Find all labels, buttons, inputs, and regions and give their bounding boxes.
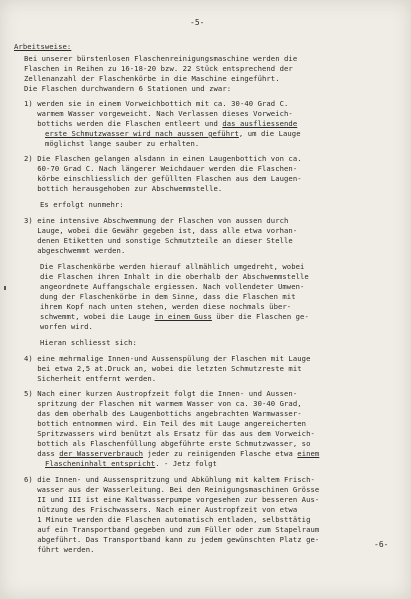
footer-page-number: -6- xyxy=(374,540,389,549)
text-line: dung der Flaschenkörbe in dem Sinne, dass die Flaschen mit xyxy=(40,292,296,301)
text-line: Bei unserer bürstenlosen Flaschenreinigungsmaschine werden die xyxy=(24,54,298,63)
text-line: wasser aus der Wasserleitung. Bei den Reinigungsmaschinen Grösse xyxy=(24,485,320,494)
text-segment: schwemmt, wobei die Lauge xyxy=(40,312,155,321)
text-line: Spritzwassers wird benützt als Ersatz für das aus dem Vorweich- xyxy=(24,429,315,438)
text-line: auf ein Transportband gegeben und zum Füller oder zum Stapelraum xyxy=(24,525,320,534)
text-line: abgeschwemmt werden. xyxy=(24,246,126,255)
text-segment: über die Flaschen ge- xyxy=(211,312,309,321)
underlined-text: der Wasserverbrauch xyxy=(59,449,144,458)
text-line: Flaschen in Reihen zu 16-18-20 bzw. 22 Stück entsprechend der xyxy=(24,64,293,73)
text-line: Sicherheit entfernt werden. xyxy=(24,374,157,383)
text-line: angeordnete Auffangschale ergiessen. Nach vollendeter Umwen- xyxy=(40,282,305,291)
text-line: möglichst lange sauber zu erhalten. xyxy=(45,139,200,148)
text-line: 60-70 Grad C. Nach längerer Weichdauer werden die Flaschen- xyxy=(24,164,298,173)
text-line: warmem Wasser vorgeweicht. Nach Verlassen dieses Vorweich- xyxy=(24,109,293,118)
text-line xyxy=(45,129,301,139)
text-line: bei etwa 2,5 at.Druck an, wobei die letzten Schmutzreste mit xyxy=(24,364,302,373)
text-line: 1) werden sie in einem Vorweichbottich mit ca. 30-40 Grad C. xyxy=(24,99,289,108)
text-line: die Flaschen ihren Inhalt in die oberhalb der Abschwemmstelle xyxy=(40,272,309,281)
text-segment: jeder zu reinigenden Flasche etwa xyxy=(143,449,298,458)
text-line: abgeführt. Das Transportband kann zu jedem gewünschten Platz ge- xyxy=(24,535,320,544)
text-line xyxy=(40,312,309,322)
text-line: II und III ist eine Kaltwasserpumpe vorgesehen zur besseren Aus- xyxy=(24,495,320,504)
text-line: 2) Die Flaschen gelangen alsdann in einen Laugenbottich von ca. xyxy=(24,154,302,163)
underlined-text: das ausfliessende xyxy=(222,119,298,128)
text-line: worfen wird. xyxy=(40,322,93,331)
text-line: Zellenanzahl der Flaschenkörbe in die Maschine eingeführt. xyxy=(24,74,280,83)
section-heading: Arbeitsweise: xyxy=(14,42,72,51)
text-line: Es erfolgt nunmehr: xyxy=(40,200,124,209)
text-line: Die Flaschen durchwandern 6 Stationen und zwar: xyxy=(24,84,232,93)
text-line xyxy=(45,459,217,469)
margin-mark xyxy=(4,286,6,290)
text-segment: dass xyxy=(24,449,60,458)
text-line: führt werden. xyxy=(24,545,95,554)
underlined-text: erste Schmutzwasser wird nach aussen geführt xyxy=(45,129,239,138)
text-line: nützung des Frischwassers. Nach einer Austropfzeit von etwa xyxy=(24,505,298,514)
text-line: Die Flaschenkörbe werden hierauf allmählich umgedreht, wobei xyxy=(40,262,305,271)
text-line xyxy=(24,119,297,129)
text-segment: . - Jetz folgt xyxy=(155,459,217,468)
text-segment: , um die Lauge xyxy=(238,129,301,138)
underlined-text: einem xyxy=(297,449,320,458)
text-line: Lauge, wobei die Gewähr gegeben ist, dass alle etwa vorhan- xyxy=(24,226,298,235)
text-line: ihrem Kopf nach unten stehen, werden diese nochmals über- xyxy=(40,302,292,311)
text-line: das dem oberhalb des Laugenbottichs angebrachten Warmwasser- xyxy=(24,409,302,418)
underlined-text: Flascheninhalt entspricht xyxy=(45,459,156,468)
text-line: bottich entnommen wird. Ein Teil des mit Lauge angereicherten xyxy=(24,419,307,428)
text-line: bottich herausgehoben zur Abschwemmstelle. xyxy=(24,184,223,193)
header-page-number: -5- xyxy=(190,18,205,27)
text-line: 4) eine mehrmalige Innen-und Aussenspülung der Flaschen mit Lauge xyxy=(24,354,311,363)
text-line: denen Etiketten und sonstige Schmutzteile an dieser Stelle xyxy=(24,236,293,245)
text-segment: bottichs werden die Flaschen entleert und xyxy=(24,119,223,128)
text-line: Hieran schliesst sich: xyxy=(40,338,137,347)
text-line: 3) eine intensive Abschwemmung der Flaschen von aussen durch xyxy=(24,216,289,225)
text-line: spritzung der Flaschen mit warmem Wasser von ca. 30-40 Grad, xyxy=(24,399,302,408)
text-line: 1 Minute werden die Flaschen automatisch entladen, selbsttätig xyxy=(24,515,311,524)
text-line: körbe einschliesslich der gefüllten Flaschen aus dem Laugen- xyxy=(24,174,302,183)
text-line: 5) Nach einer kurzen Austropfzeit folgt die Innen- und Aussen- xyxy=(24,389,298,398)
underlined-text: in einem Guss xyxy=(154,312,212,321)
text-line: bottich als Flaschenfüllung abgeführte erste Schmutzwasser, so xyxy=(24,439,311,448)
text-line xyxy=(24,449,319,459)
text-line: 6) die Innen- und Aussenspritzung und Abkühlung mit kaltem Frisch- xyxy=(24,475,315,484)
